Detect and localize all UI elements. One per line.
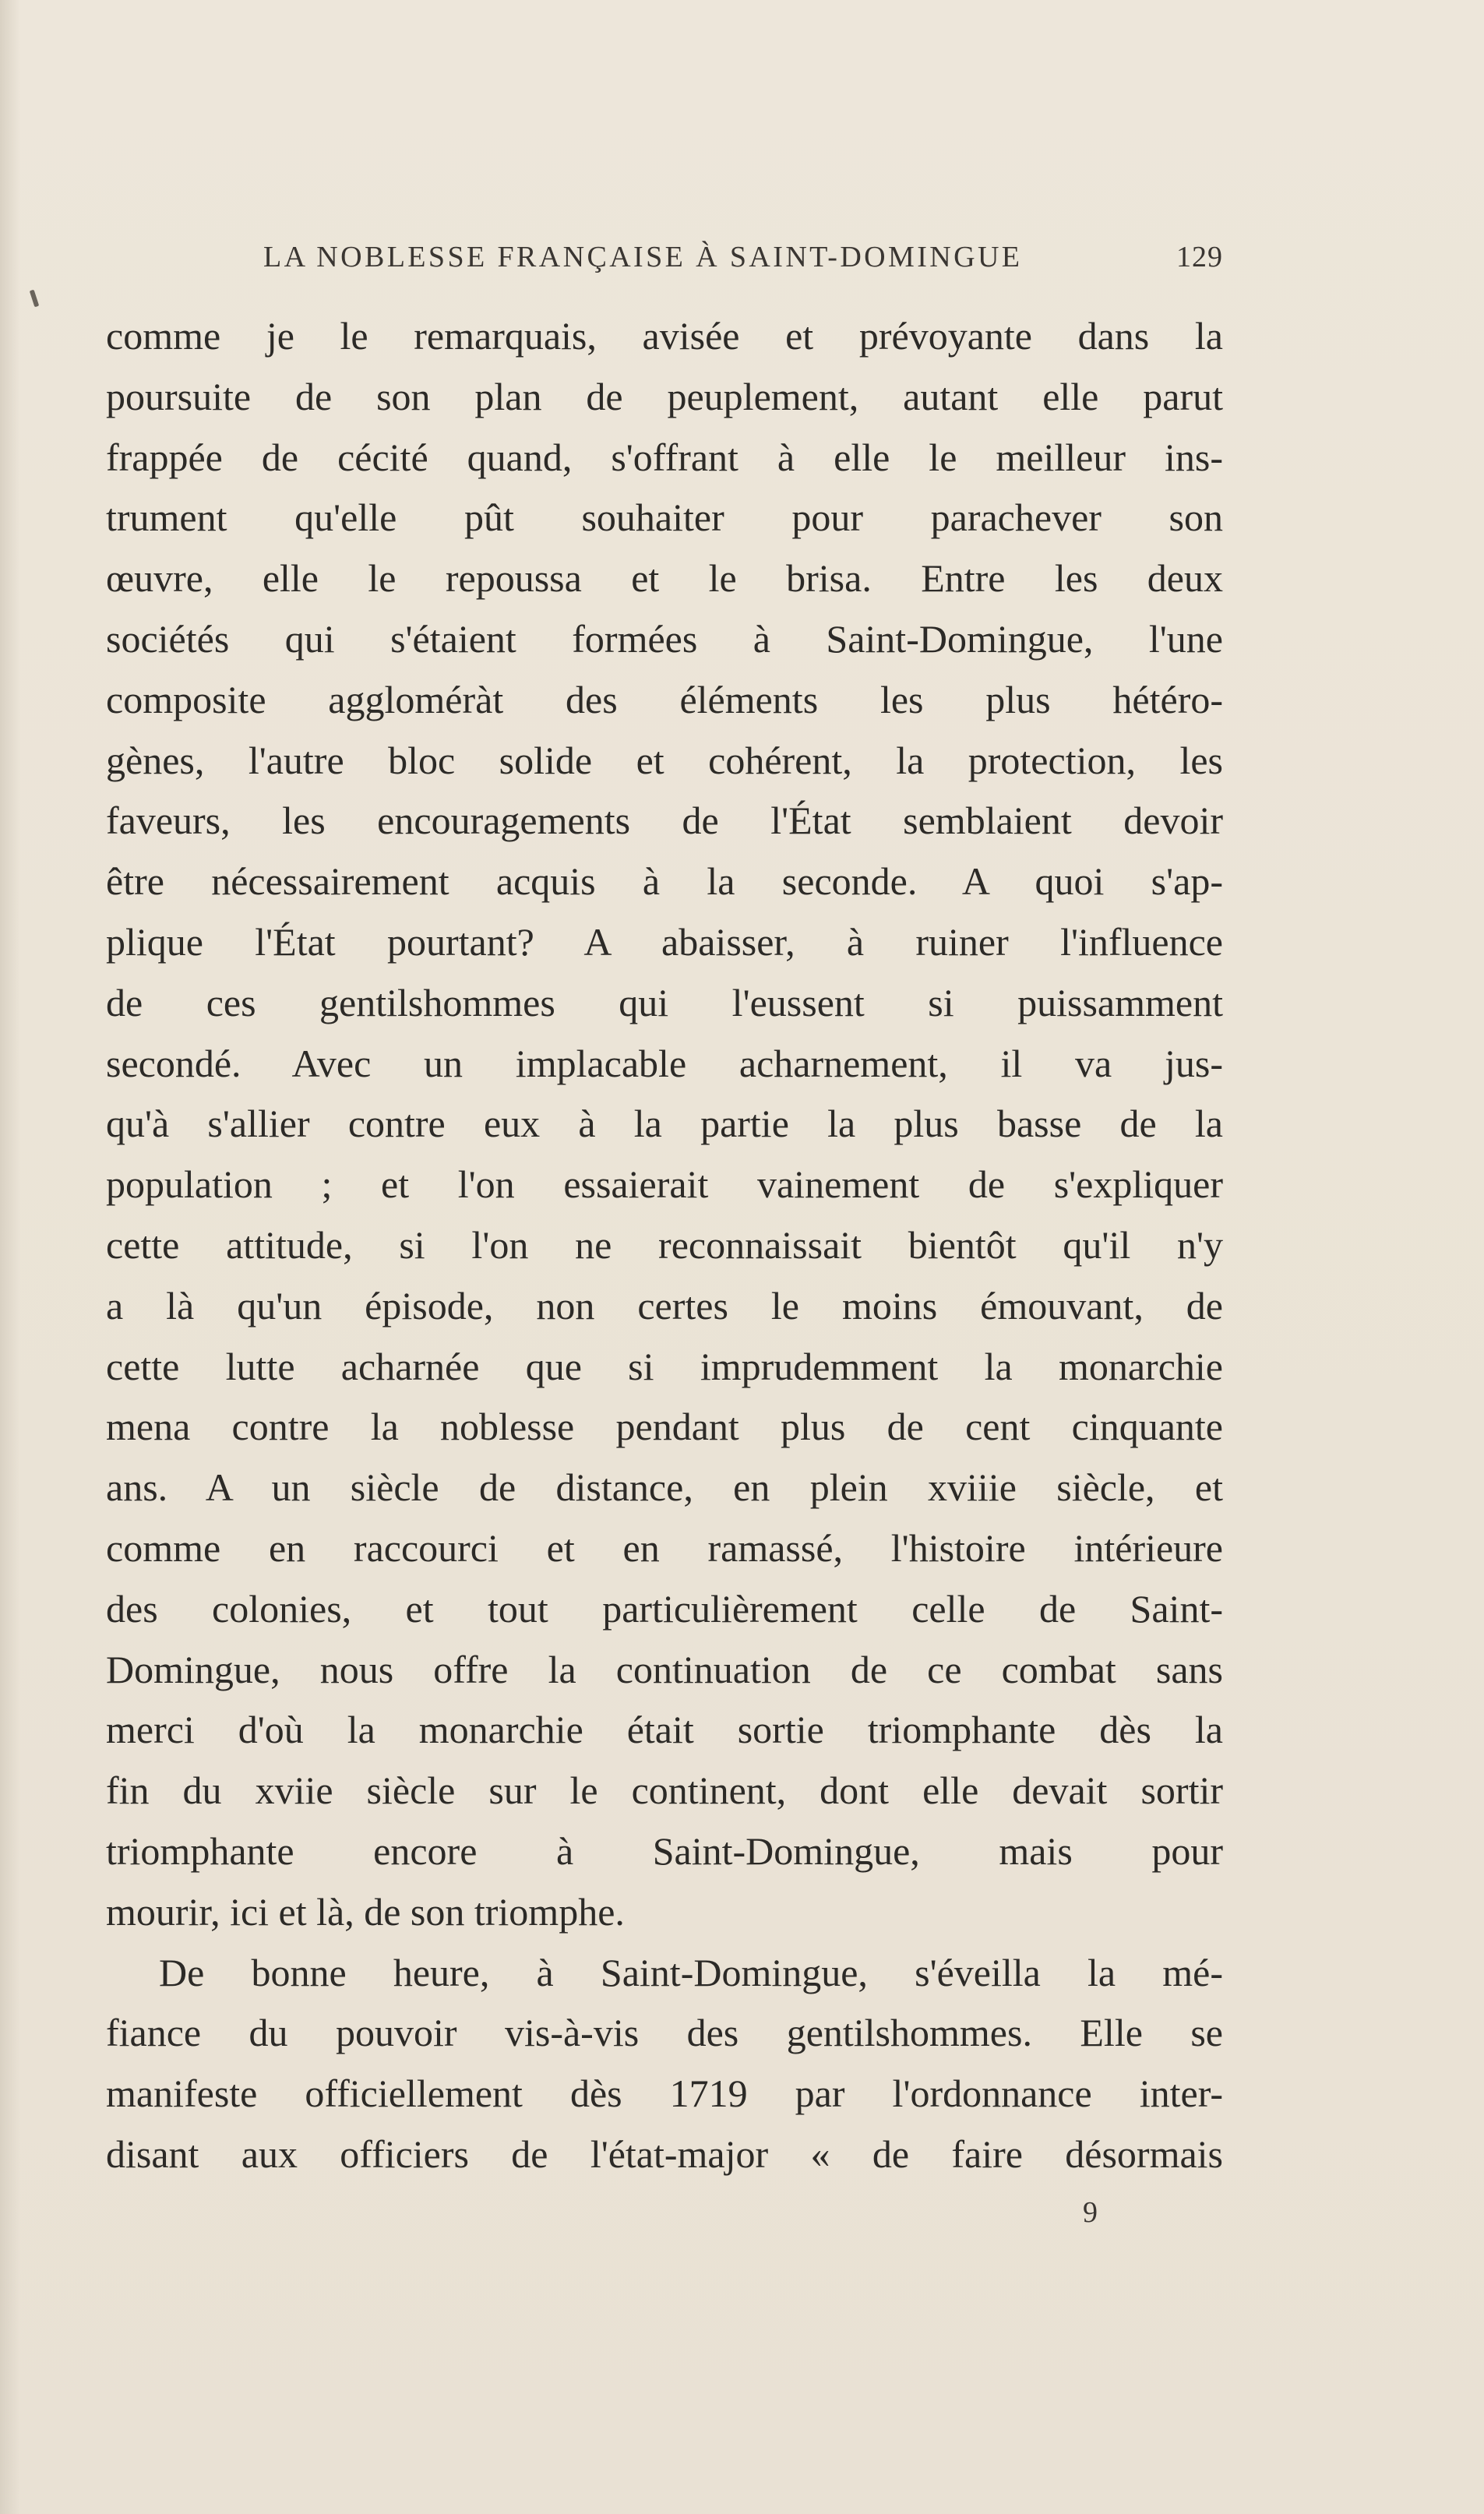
- text-line-7: composite aggloméràt des éléments les plus hétéro-: [106, 677, 1223, 721]
- margin-mark: [30, 290, 40, 308]
- text-line-27: mourir, ici et là, de son triomphe.: [106, 1889, 625, 1934]
- text-line-31: disant aux officiers de l'état-major « de faire désormais: [106, 2131, 1223, 2176]
- text-line-18: cette lutte acharnée que si imprudemment la monarchie: [106, 1344, 1223, 1388]
- text-line-11: plique l'État pourtant? A abaisser, à ruiner l'influence: [106, 919, 1223, 964]
- text-line-14: qu'à s'allier contre eux à la partie la plus basse de la: [106, 1102, 1223, 1146]
- text-line-23: Domingue, nous offre la continuation de ce combat sans: [106, 1647, 1223, 1691]
- text-line-30: manifeste officiellement dès 1719 par l'ordonnance inter-: [106, 2071, 1223, 2116]
- text-line-20: ans. A un siècle de distance, en plein xviiie siècle, et: [106, 1465, 1223, 1510]
- text-line-8: gènes, l'autre bloc solide et cohérent, la protection, les: [106, 738, 1223, 782]
- body-text: [106, 306, 1223, 2185]
- text-line-25: fin du xviie siècle sur le continent, dont elle devait sortir: [106, 1768, 1223, 1813]
- text-line-28: De bonne heure, à Saint-Domingue, s'éveilla la mé-: [159, 1950, 1223, 1994]
- text-line-26: triomphante encore à Saint-Domingue, mais pour: [106, 1828, 1223, 1873]
- text-line-1: comme je le remarquais, avisée et prévoyante dans la: [106, 314, 1223, 358]
- text-line-24: merci d'où la monarchie était sortie triomphante dès la: [106, 1708, 1223, 1752]
- running-title: LA NOBLESSE FRANÇAISE À SAINT-DOMINGUE: [263, 241, 1023, 273]
- text-line-6: sociétés qui s'étaient formées à Saint-Domingue, l'une: [106, 616, 1223, 661]
- signature-mark: 9: [1083, 2196, 1098, 2229]
- text-line-2: poursuite de son plan de peuplement, autant elle parut: [106, 374, 1223, 418]
- text-line-16: cette attitude, si l'on ne reconnaissait bientôt qu'il n'y: [106, 1222, 1223, 1267]
- text-line-22: des colonies, et tout particulièrement celle de Saint-: [106, 1586, 1223, 1631]
- text-line-29: fiance du pouvoir vis-à-vis des gentilshommes. Elle se: [106, 2011, 1223, 2055]
- page-number: 129: [1176, 241, 1223, 273]
- text-line-5: œuvre, elle le repoussa et le brisa. Entre les deux: [106, 556, 1223, 601]
- text-line-19: mena contre la noblesse pendant plus de cent cinquante: [106, 1405, 1223, 1449]
- text-line-9: faveurs, les encouragements de l'État semblaient devoir: [106, 799, 1223, 843]
- running-head: [263, 234, 1223, 280]
- text-line-4: trument qu'elle pût souhaiter pour parachever son: [106, 495, 1223, 540]
- text-line-17: a là qu'un épisode, non certes le moins émouvant, de: [106, 1283, 1223, 1328]
- text-line-13: secondé. Avec un implacable acharnement, il va jus-: [106, 1041, 1223, 1085]
- text-line-12: de ces gentilshommes qui l'eussent si puissamment: [106, 980, 1223, 1024]
- text-line-15: population ; et l'on essaierait vainement de s'expliquer: [106, 1162, 1223, 1207]
- text-line-21: comme en raccourci et en ramassé, l'histoire intérieure: [106, 1525, 1223, 1570]
- text-line-3: frappée de cécité quand, s'offrant à elle le meilleur ins-: [106, 435, 1223, 479]
- text-line-10: être nécessairement acquis à la seconde. A quoi s'ap-: [106, 859, 1223, 904]
